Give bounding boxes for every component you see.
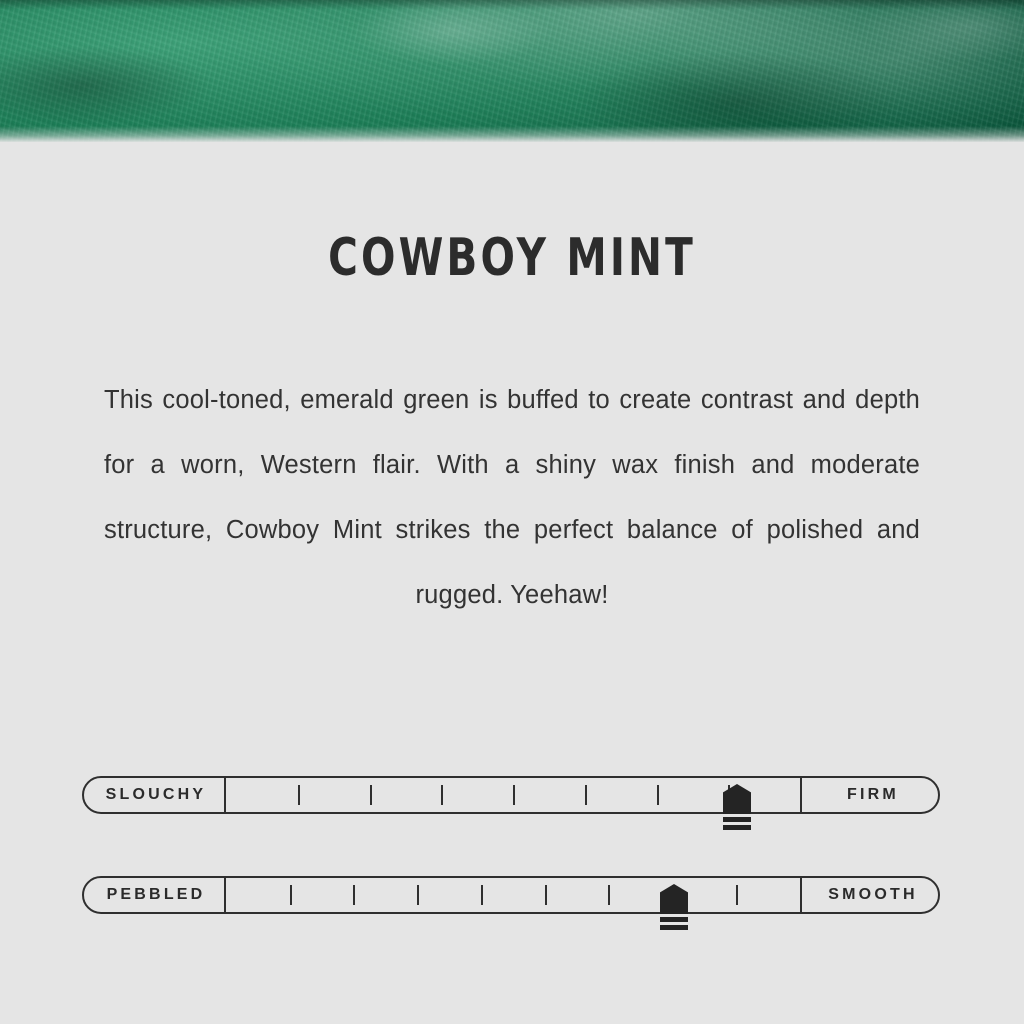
slider-texture bbox=[82, 876, 940, 914]
tick-mark bbox=[736, 885, 738, 905]
product-description: This cool-toned, emerald green is buffed to create contrast and depth for a worn, Western flair. With a shiny wax finish and moderate structure, Cowboy Mint strikes the perfect balance of polished and rugged. Yeehaw! bbox=[104, 386, 920, 609]
tick-mark bbox=[481, 885, 483, 905]
leather-swatch-photo bbox=[0, 0, 1024, 142]
tick-mark bbox=[290, 885, 292, 905]
tick-mark bbox=[441, 785, 443, 805]
tick-mark bbox=[585, 785, 587, 805]
swatch-bottom-fade bbox=[0, 126, 1024, 142]
slider-marker-structure[interactable] bbox=[720, 784, 754, 836]
tick-mark bbox=[608, 885, 610, 905]
tick-mark bbox=[545, 885, 547, 905]
slider-ticks bbox=[226, 776, 800, 814]
marker-bar-icon bbox=[660, 917, 688, 922]
slider-left-label: SLOUCHY bbox=[82, 776, 226, 814]
tick-mark bbox=[353, 885, 355, 905]
tick-mark bbox=[370, 785, 372, 805]
tick-mark bbox=[513, 785, 515, 805]
attribute-scales bbox=[82, 776, 940, 976]
tick-mark bbox=[657, 785, 659, 805]
tick-mark bbox=[417, 885, 419, 905]
swatch-top-shadow bbox=[0, 0, 1024, 10]
slider-right-label: SMOOTH bbox=[800, 876, 940, 914]
marker-pin-icon bbox=[723, 784, 751, 814]
marker-bar-icon bbox=[660, 925, 688, 930]
slider-structure bbox=[82, 776, 940, 814]
marker-pin-icon bbox=[660, 884, 688, 914]
slider-ticks bbox=[226, 876, 800, 914]
swatch-blotches bbox=[0, 0, 1024, 142]
slider-right-label: FIRM bbox=[800, 776, 940, 814]
marker-bar-icon bbox=[723, 817, 751, 822]
slider-marker-texture[interactable] bbox=[657, 884, 691, 936]
slider-left-label: PEBBLED bbox=[82, 876, 226, 914]
tick-mark bbox=[298, 785, 300, 805]
marker-bar-icon bbox=[723, 825, 751, 830]
page-title: COWBOY MINT bbox=[328, 228, 696, 288]
